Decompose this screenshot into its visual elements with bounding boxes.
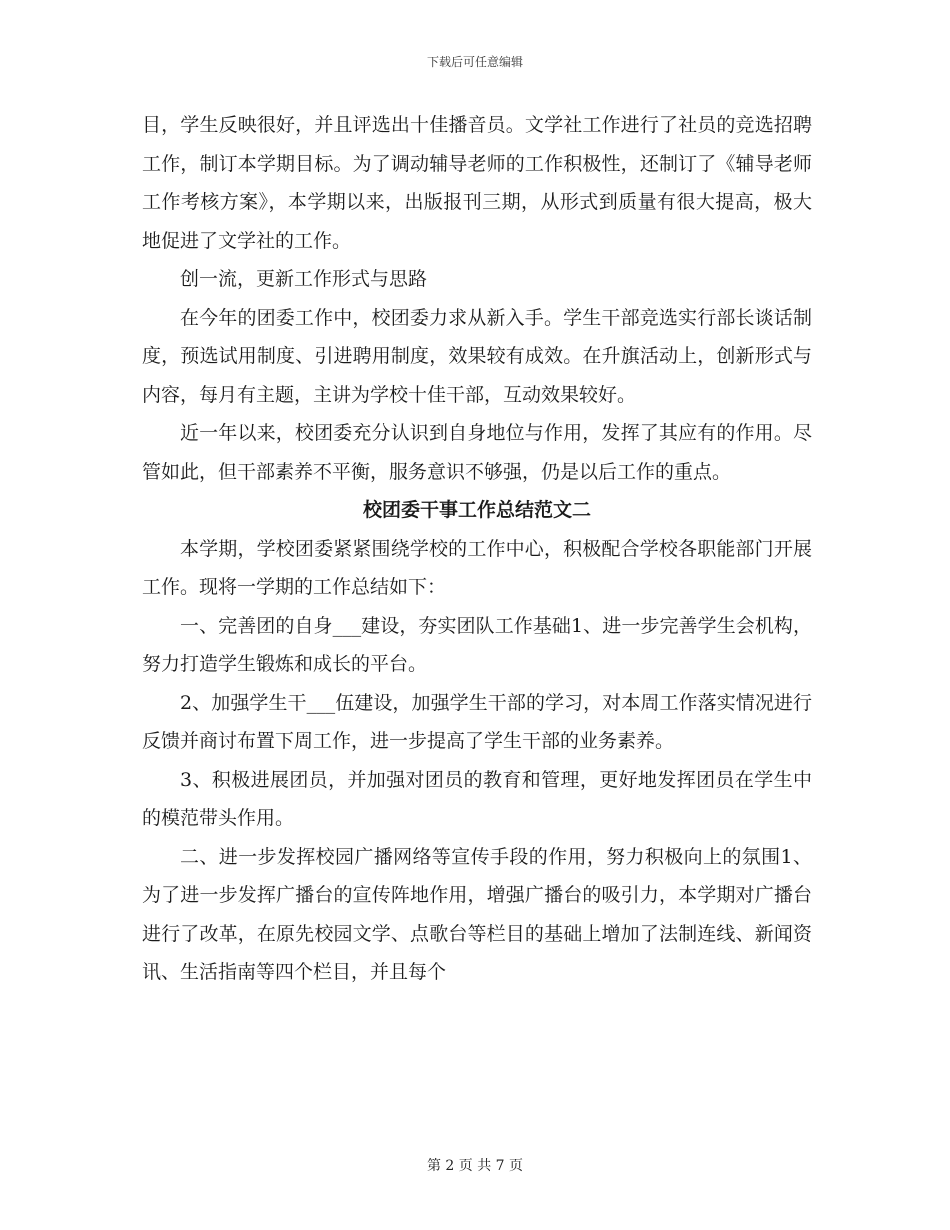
paragraph-continued: 目，学生反映很好，并且评选出十佳播音员。文学社工作进行了社员的竞选招聘工作，制订本学期目标。为了调动辅导老师的工作积极性，还制订了《辅导老师工作考核方案》，本学期以来，出版报刊三期，从形式到质量有很大提高，极大地促进了文学社的工作。: [142, 114, 812, 252]
section-title: 校团委干事工作总结范文二: [362, 499, 591, 521]
page-number: 第 2 页 共 7 页: [426, 1158, 524, 1174]
paragraph: 近一年以来，校团委充分认识到自身地位与作用，发挥了其应有的作用。尽管如此，但干部素养不平衡，服务意识不够强，仍是以后工作的重点。: [142, 422, 812, 483]
paragraph: 一、完善团的自身___建设，夯实团队工作基础1、进一步完善学生会机构，努力打造学生锻炼和成长的平台。: [142, 614, 812, 675]
paragraph: 在今年的团委工作中，校团委力求从新入手。学生干部竞选实行部长谈话制度，预选试用制度、引进聘用制度，效果较有成效。在升旗活动上，创新形式与内容，每月有主题，主讲为学校十佳干部，互动效果较好。: [142, 306, 812, 406]
paragraph: 二、进一步发挥校园广播网络等宣传手段的作用，努力积极向上的氛围1、为了进一步发挥广播台的宣传阵地作用，增强广播台的吸引力，本学期对广播台进行了改革，在原先校园文学、点歌台等栏目的基础上增加了法制连线、新闻资讯、生活指南等四个栏目，并且每个: [142, 845, 812, 983]
paragraph: 3、积极进展团员，并加强对团员的教育和管理，更好地发挥团员在学生中的模范带头作用。: [142, 768, 812, 829]
paragraph: 本学期，学校团委紧紧围绕学校的工作中心，积极配合学校各职能部门开展工作。现将一学期的工作总结如下：: [142, 537, 812, 598]
paragraph-subheading: 创一流，更新工作形式与思路: [180, 268, 428, 290]
page-header-note: 下载后可任意编辑: [426, 55, 523, 69]
document-body: [142, 106, 812, 992]
paragraph: 2、加强学生干___伍建设，加强学生干部的学习，对本周工作落实情况进行反馈并商讨布置下周工作，进一步提高了学生干部的业务素养。: [142, 691, 812, 752]
